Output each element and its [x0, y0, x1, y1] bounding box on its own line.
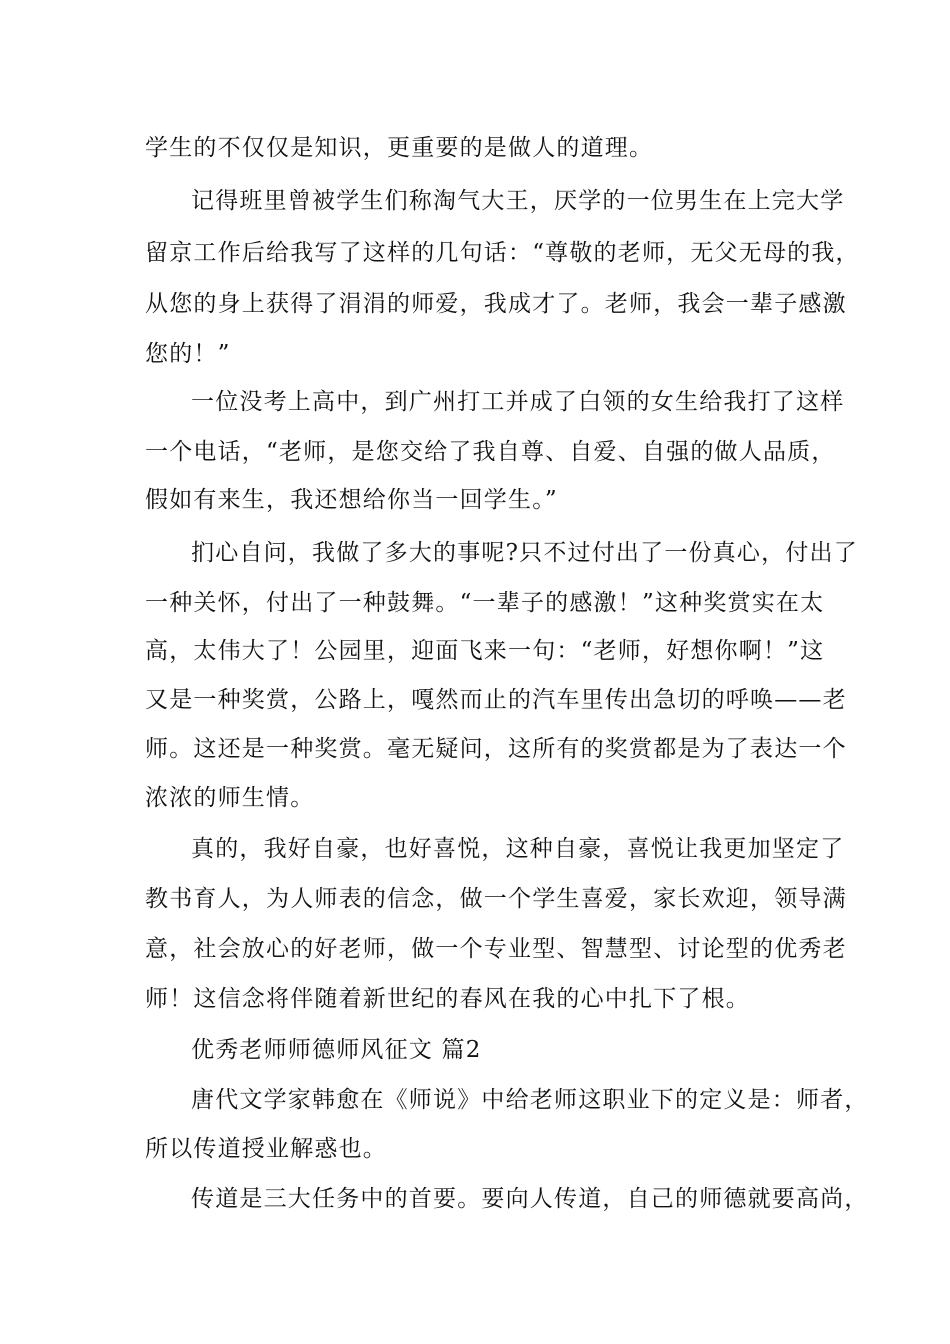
text-line: 假如有来生，我还想给你当一回学生。” [145, 487, 558, 513]
text-line: 又是一种奖赏，公路上，嘎然而止的汽车里传出急切的呼唤——老 [145, 687, 847, 713]
paragraph-start-line: 扪心自问，我做了多大的事呢?只不过付出了一份真心，付出了 [191, 540, 858, 566]
text-line: 所以传道授业解惑也。 [145, 1136, 387, 1162]
text-line: 教书育人，为人师表的信念，做一个学生喜爱，家长欢迎，领导满 [145, 886, 847, 912]
text-line: 学生的不仅仅是知识，更重要的是做人的道理。 [145, 135, 654, 161]
text-line: 一种关怀，付出了一种鼓舞。“一辈子的感激！”这种奖赏实在太 [145, 590, 825, 616]
paragraph-start-line: 记得班里曾被学生们称淘气大王，厌学的一位男生在上完大学 [191, 188, 845, 214]
text-line: 师。这还是一种奖赏。毫无疑问，这所有的奖赏都是为了表达一个 [145, 736, 847, 762]
text-line: 浓浓的师生情。 [145, 785, 315, 811]
text-line: 师！这信念将伴随着新世纪的春风在我的心中扎下了根。 [145, 986, 750, 1012]
section-heading: 优秀老师师德师风征文 篇2 [191, 1037, 482, 1063]
paragraph-start-line: 唐代文学家韩愈在《师说》中给老师这职业下的定义是：师者， [191, 1087, 869, 1113]
paragraph-start-line: 真的，我好自豪，也好喜悦，这种自豪，喜悦让我更加坚定了 [191, 836, 845, 862]
text-line: 从您的身上获得了涓涓的师爱，我成才了。老师，我会一辈子感激 [145, 291, 847, 317]
paragraph-start-line: 一位没考上高中，到广州打工并成了白领的女生给我打了这样 [191, 389, 845, 415]
text-line: 一个电话，“老师，是您交给了我自尊、自爱、自强的做人品质， [145, 439, 836, 465]
text-line: 留京工作后给我写了这样的几句话：“尊敬的老师，无父无母的我， [145, 240, 860, 266]
paragraph-start-line: 传道是三大任务中的首要。要向人传道，自己的师德就要高尚， [191, 1186, 869, 1212]
text-line: 您的！” [145, 341, 231, 367]
text-line: 意，社会放心的好老师，做一个专业型、智慧型、讨论型的优秀老 [145, 936, 847, 962]
text-line: 高，太伟大了！公园里，迎面飞来一句：“老师，好想你啊！”这 [145, 638, 825, 664]
